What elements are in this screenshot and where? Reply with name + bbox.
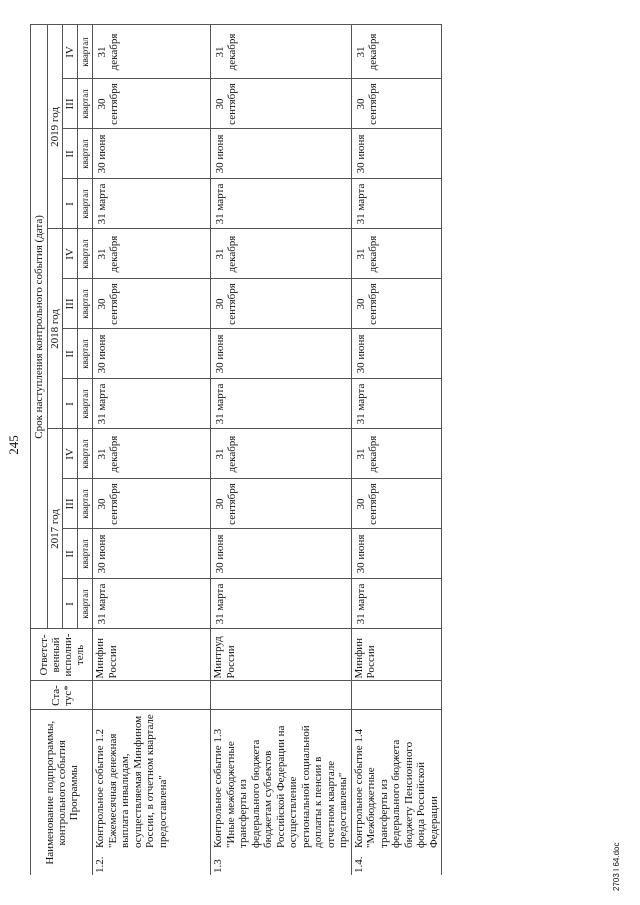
- row-date: 30 сентября: [211, 79, 352, 129]
- header-quarter-word: квартал: [78, 129, 93, 179]
- header-quarter-roman: III: [63, 279, 78, 329]
- row-date: 30 сентября: [211, 279, 352, 329]
- row-event-name: Контрольное событие 1.2 "Ежемесячная денежная выплата инвалидам, осуществляемая Минфином России, в отчетном квартале предоставлена": [93, 710, 211, 850]
- row-date: 30 июня: [93, 129, 211, 179]
- header-quarter-roman: III: [63, 479, 78, 529]
- row-date: 30 сентября: [93, 279, 211, 329]
- header-quarter-roman: IV: [63, 229, 78, 279]
- header-quarter-word: квартал: [78, 529, 93, 579]
- row-date: 30 июня: [211, 329, 352, 379]
- header-year-2017: 2017 год: [48, 429, 63, 629]
- row-event-name: Контрольное событие 1.4 "Межбюджетные трансферты из федерального бюджета бюджету Пенсионного фонда Российской Федерации: [351, 710, 442, 850]
- row-date: 30 сентября: [93, 479, 211, 529]
- header-deadline: Срок наступления контрольного события (дата): [31, 25, 48, 629]
- row-responsible: Минфин России: [93, 629, 211, 681]
- row-index: 1.4.: [351, 850, 442, 875]
- header-quarter-word: квартал: [78, 179, 93, 229]
- header-quarter-roman: III: [63, 79, 78, 129]
- row-date: 31 марта: [351, 579, 442, 629]
- header-quarter-word: квартал: [78, 429, 93, 479]
- header-year-2018: 2018 год: [48, 229, 63, 429]
- row-date: 31 марта: [93, 579, 211, 629]
- row-status: [211, 681, 352, 710]
- row-date: 30 сентября: [351, 479, 442, 529]
- row-index: 1.3: [211, 850, 352, 875]
- header-year-2019: 2019 год: [48, 25, 63, 229]
- row-date: 30 июня: [93, 329, 211, 379]
- row-status: [351, 681, 442, 710]
- row-event-name: Контрольное событие 1.3 "Иные межбюджетные трансферты из федерального бюджета бюджетам субъектов Российской Федерации на осуществление региональной социальной доплаты к пенсии в отчетном квартале предоставлены": [211, 710, 352, 850]
- row-date: 30 сентября: [351, 79, 442, 129]
- control-events-table: [30, 24, 442, 875]
- row-date: 31 декабря: [211, 429, 352, 479]
- header-name: Наименование подпрограммы, контрольного события Программы: [31, 710, 93, 875]
- header-quarter-word: квартал: [78, 229, 93, 279]
- row-date: 30 июня: [211, 129, 352, 179]
- row-status: [93, 681, 211, 710]
- header-quarter-roman: I: [63, 179, 78, 229]
- row-date: 30 июня: [351, 329, 442, 379]
- row-date: 31 декабря: [351, 229, 442, 279]
- row-responsible: Минфин России: [351, 629, 442, 681]
- row-date: 31 марта: [211, 579, 352, 629]
- page-number: 245: [6, 435, 21, 455]
- table-row: [211, 25, 352, 875]
- header-quarter-roman: IV: [63, 25, 78, 79]
- header-quarter-word: квартал: [78, 279, 93, 329]
- header-quarter-roman: II: [63, 329, 78, 379]
- row-date: 31 декабря: [351, 25, 442, 79]
- header-status: Ста-тус*: [31, 681, 93, 710]
- header-quarter-roman: II: [63, 129, 78, 179]
- table-row: [93, 25, 211, 875]
- header-quarter-roman: I: [63, 579, 78, 629]
- row-date: 31 декабря: [93, 25, 211, 79]
- row-date: 31 декабря: [93, 429, 211, 479]
- row-date: 31 марта: [351, 179, 442, 229]
- row-date: 30 июня: [351, 129, 442, 179]
- header-quarter-word: квартал: [78, 79, 93, 129]
- row-date: 30 сентября: [93, 79, 211, 129]
- header-quarter-word: квартал: [78, 579, 93, 629]
- row-index: 1.2.: [93, 850, 211, 875]
- header-quarter-roman: IV: [63, 429, 78, 479]
- row-date: 31 марта: [211, 179, 352, 229]
- document-code: 2703 I 64.doc: [612, 842, 621, 891]
- header-quarter-word: квартал: [78, 479, 93, 529]
- row-date: 31 декабря: [211, 25, 352, 79]
- header-quarter-roman: II: [63, 529, 78, 579]
- row-date: 30 июня: [93, 529, 211, 579]
- header-quarter-word: квартал: [78, 329, 93, 379]
- row-date: 31 марта: [351, 379, 442, 429]
- row-date: 30 июня: [351, 529, 442, 579]
- header-quarter-word: квартал: [78, 379, 93, 429]
- header-quarter-roman: I: [63, 379, 78, 429]
- row-date: 31 марта: [211, 379, 352, 429]
- row-responsible: Минтруд России: [211, 629, 352, 681]
- row-date: 31 марта: [93, 179, 211, 229]
- row-date: 31 декабря: [211, 229, 352, 279]
- row-date: 31 марта: [93, 379, 211, 429]
- row-date: 31 декабря: [351, 429, 442, 479]
- table-row: [351, 25, 442, 875]
- header-responsible: Ответст-венный исполни-тель: [31, 629, 93, 681]
- row-date: 31 декабря: [93, 229, 211, 279]
- row-date: 30 июня: [211, 529, 352, 579]
- header-quarter-word: квартал: [78, 25, 93, 79]
- row-date: 30 сентября: [211, 479, 352, 529]
- row-date: 30 сентября: [351, 279, 442, 329]
